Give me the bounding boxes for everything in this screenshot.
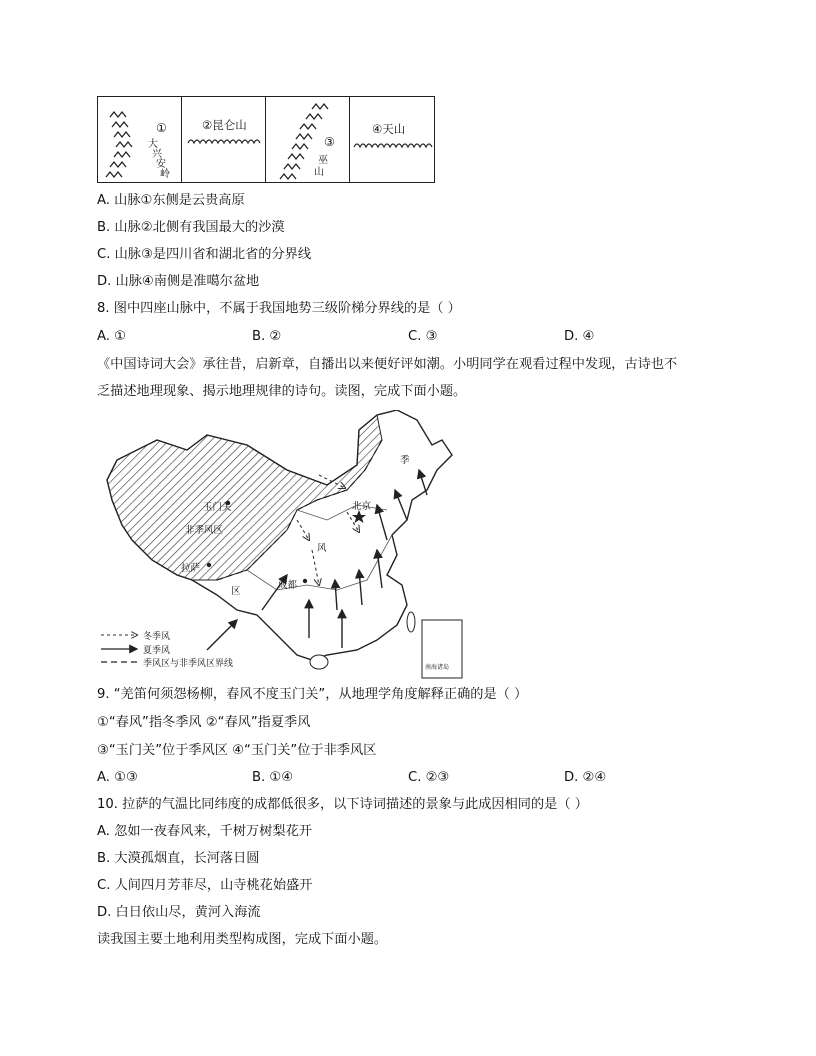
q7-option-c: C. 山脉③是四川省和湖北省的分界线 [97,247,312,262]
intro-paragraph-line-1: 《中国诗词大会》承往昔，启新章，自播出以来便好评如潮。小明同学在观看过程中发现，古诗也不 [97,357,678,372]
strip-cell-3 [266,97,350,182]
q10-stem: 10. 拉萨的气温比同纬度的成都低很多，以下诗词描述的景象与此成因相同的是（ ） [97,797,588,812]
q10-option-d: D. 白日依山尽，黄河入海流 [97,905,261,920]
q9-option-a: A. ①③ [97,770,138,785]
q7-option-d: D. 山脉④南侧是准噶尔盆地 [97,274,260,289]
strip-cell4-label: ④天山 [372,122,406,136]
strip-cell-4 [350,97,434,182]
lasa-dot [207,563,211,567]
q8-option-a: A. ① [97,329,126,344]
china-monsoon-map [97,410,472,680]
q9-statement-1: ①“春风”指冬季风 ②“春风”指夏季风 [97,715,311,730]
q9-stem: 9. “羌笛何须怨杨柳，春风不度玉门关”，从地理学角度解释正确的是（ ） [97,687,528,702]
taiwan-island [407,612,415,632]
q7-option-a: A. 山脉①东侧是云贵高原 [97,193,245,208]
q10-option-a: A. 忽如一夜春风来，千树万树梨花开 [97,824,312,839]
strip-cell-2 [182,97,266,182]
map-label-lasa: 拉萨 [181,563,201,574]
mountain-peaks-diagonal-3 [266,97,350,181]
q9-option-c: C. ②③ [408,770,450,785]
strip-cell3-char: 巫 [318,155,328,166]
q10-option-b: B. 大漠孤烟直，长河落日圆 [97,851,260,866]
q9-option-b: B. ①④ [252,770,294,785]
map-label-nanhai: 南海诸岛 [425,664,450,671]
strip-cell2-label: ②昆仑山 [202,118,247,132]
strip-cell3-char: 山 [314,167,324,178]
q7-option-b: B. 山脉②北侧有我国最大的沙漠 [97,220,285,235]
mountain-strip-figure [97,96,435,183]
q8-stem: 8. 图中四座山脉中，不属于我国地势三级阶梯分界线的是（ ） [97,301,461,316]
q10-option-c: C. 人间四月芳菲尽，山寺桃花始盛开 [97,878,313,893]
hainan-island [310,655,328,669]
q9-option-d: D. ②④ [564,770,607,785]
map-label-beijing: 北京 [352,501,372,512]
strip-cell-1 [98,97,182,182]
q8-option-c: C. ③ [408,329,438,344]
q8-option-b: B. ② [252,329,282,344]
mountain-peaks-horizontal-2 [182,131,266,151]
intro-paragraph-2: 读我国主要土地利用类型构成图，完成下面小题。 [97,932,388,947]
strip-cell1-char: 岭 [160,169,170,180]
strip-cell1-char: 大 [148,139,158,150]
strip-cell1-char: 安 [156,159,166,170]
intro-paragraph-line-2: 乏描述地理现象、揭示地理规律的诗句。读图，完成下面小题。 [97,384,467,399]
mountain-peaks-horizontal-4 [350,135,434,155]
strip-cell3-number: ③ [324,135,335,149]
chengdu-dot [303,579,307,583]
map-label-feng: 风 [317,543,327,554]
map-label-chengdu: 成都 [278,580,298,591]
q8-option-d: D. ④ [564,329,595,344]
strip-cell1-number: ① [156,121,167,135]
q9-statement-2: ③“玉门关”位于季风区 ④“玉门关”位于非季风区 [97,743,377,758]
legend-summer-label: 夏季风 [143,646,171,656]
map-label-ji: 季 [400,455,410,466]
map-label-yumenguan: 玉门关 [203,502,232,513]
legend-winter-label: 冬季风 [143,632,171,642]
map-label-qu: 区 [231,586,241,597]
map-label-nonmonsoon: 非季风区 [185,525,224,536]
strip-cell1-char: 兴 [152,149,162,160]
legend-boundary-label: 季风区与非季风区界线 [143,659,234,669]
